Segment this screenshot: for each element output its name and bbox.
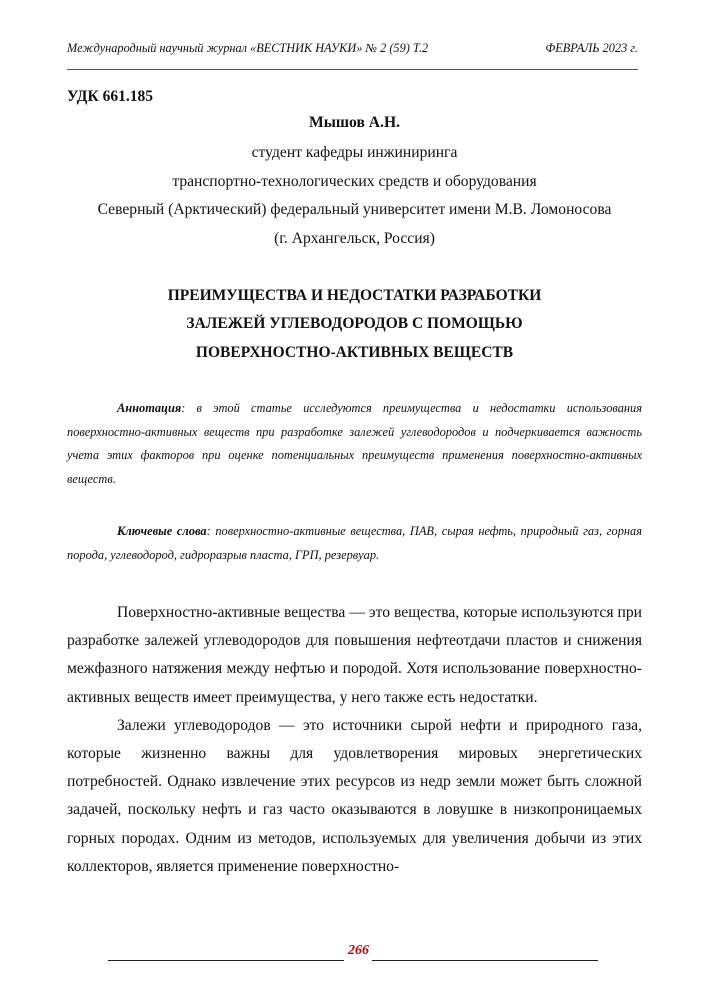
keywords-label: Ключевые слова	[117, 524, 207, 538]
abstract-text: : в этой статье исследуются преимущества и недостатки использования поверхностно-активных веществ при разработке залежей углеводородов и подчеркивается важность учета этих факторов при оценке потенциальных преимуществ применения поверхностно-активных веществ.	[67, 401, 642, 486]
affiliation-line: транспортно-технологических средств и оборудования	[172, 173, 537, 190]
author-name: Мышов А.Н.	[309, 114, 400, 131]
article-title-line: ЗАЛЕЖЕЙ УГЛЕВОДОРОДОВ С ПОМОЩЬЮ	[186, 315, 523, 332]
keywords	[67, 520, 642, 567]
page-number: 266	[348, 943, 369, 958]
affiliation-line: (г. Архангельск, Россия)	[274, 230, 435, 247]
header-divider	[67, 69, 638, 70]
journal-title: Международный научный журнал «ВЕСТНИК НАУКИ» № 2 (59) Т.2	[67, 41, 429, 55]
article-body	[67, 599, 642, 881]
footer-rule-right	[372, 960, 598, 961]
affiliation-line: студент кафедры инжиниринга	[251, 144, 458, 161]
article-title-line: ПРЕИМУЩЕСТВА И НЕДОСТАТКИ РАЗРАБОТКИ	[167, 287, 542, 304]
article-title-line: ПОВЕРХНОСТНО-АКТИВНЫХ ВЕЩЕСТВ	[195, 344, 514, 361]
udk-code: УДК 661.185	[67, 88, 153, 105]
abstract-label: Аннотация	[117, 401, 182, 415]
body-paragraph: Залежи углеводородов — это источники сырой нефти и природного газа, которые жизненно важны для удовлетворения мировых энергетических потребностей. Однако извлечение этих ресурсов из недр земли может быть сложной задачей, поскольку нефть и газ часто оказываются в ловушке в низкопроницаемых горных породах. Одним из методов, используемых для увеличения добычи из этих коллекторов, является применение поверхностно-	[67, 716, 642, 875]
keywords-text: : поверхностно-активные вещества, ПАВ, сырая нефть, природный газ, горная порода, углеводород, гидроразрыв пласта, ГРП, резервуар.	[67, 524, 642, 562]
running-header	[67, 41, 640, 59]
abstract	[67, 397, 642, 491]
issue-date: ФЕВРАЛЬ 2023 г.	[545, 41, 638, 55]
footer-rule-left	[108, 960, 344, 961]
affiliation-line: Северный (Арктический) федеральный университет имени М.В. Ломоносова	[97, 201, 612, 218]
page-footer	[108, 943, 598, 965]
body-paragraph: Поверхностно-активные вещества — это вещества, которые используются при разработке залежей углеводородов для повышения нефтеотдачи пластов и снижения межфазного натяжения между нефтью и породой. Хотя использование поверхностно-активных веществ имеет преимущества, у него также есть недостатки.	[67, 604, 642, 706]
